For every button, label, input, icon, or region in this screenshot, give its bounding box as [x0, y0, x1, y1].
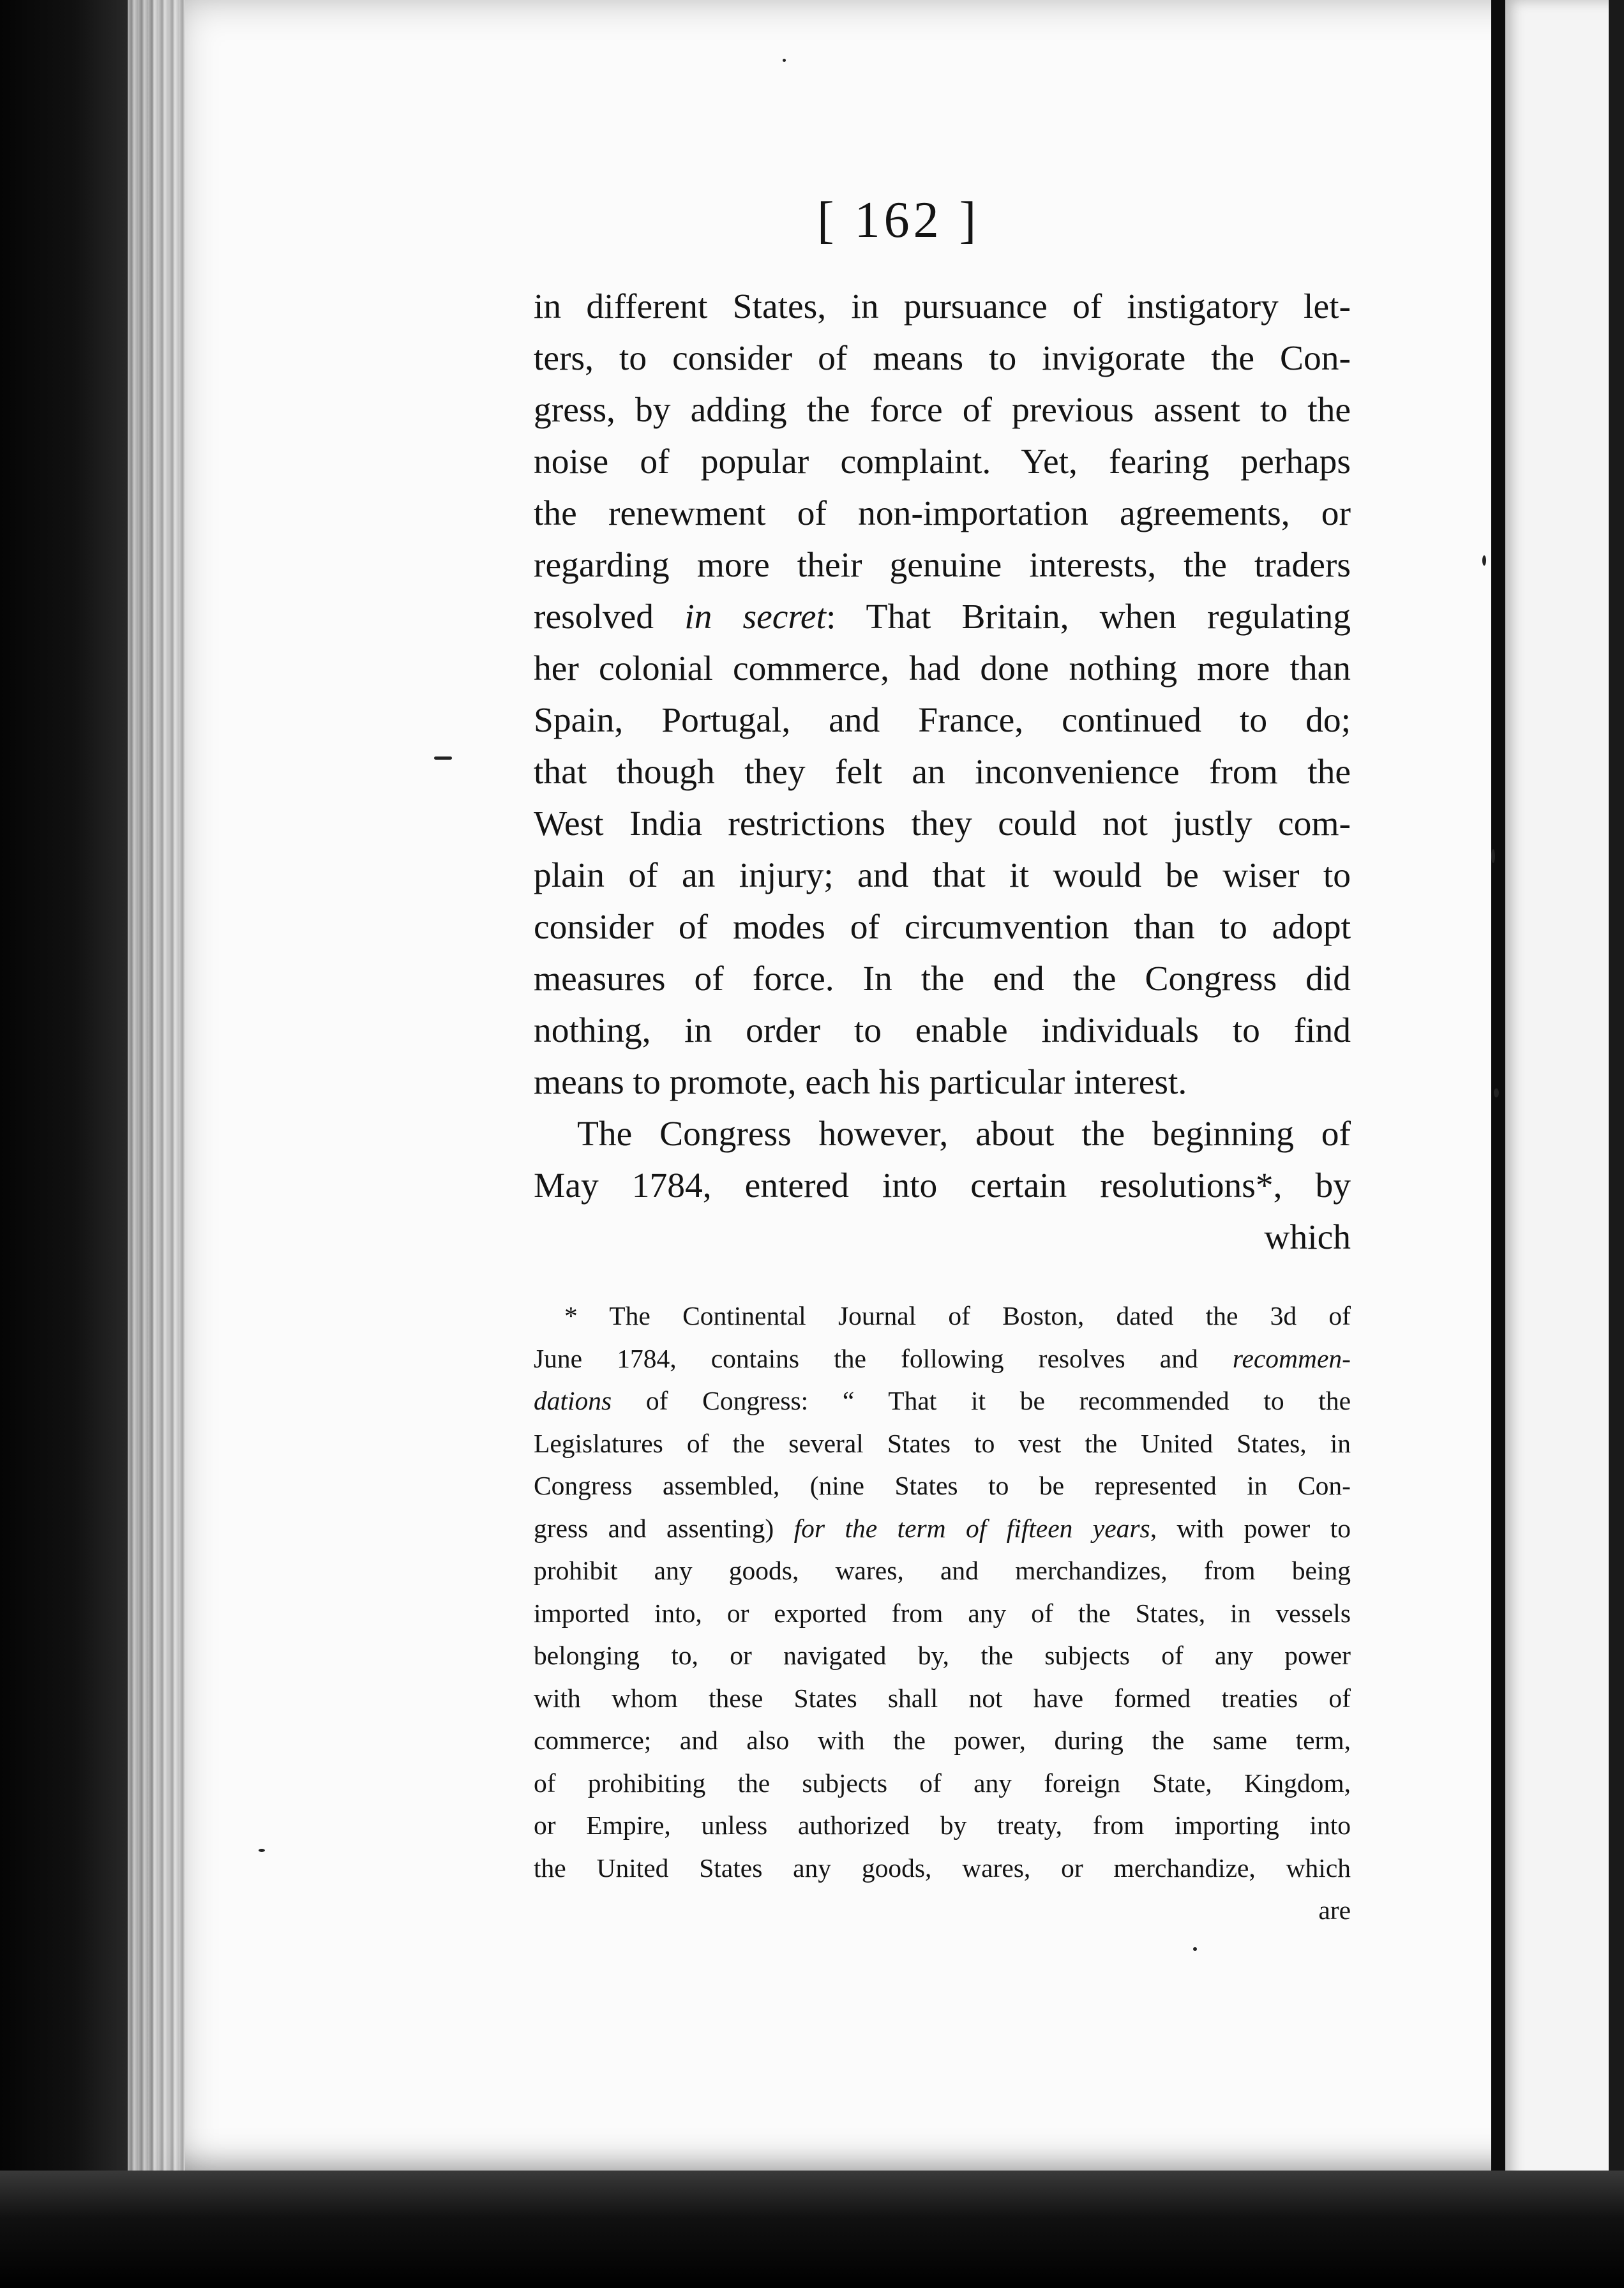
ink-speck — [1494, 1088, 1499, 1097]
body-line — [534, 591, 1351, 643]
footnote-line: prohibit any goods, wares, and merchandizes, from being — [534, 1556, 1351, 1585]
footnote-line: imported into, or exported from any of the States, in vessels — [534, 1598, 1351, 1628]
body-line: that though they felt an inconvenience from the — [534, 753, 1351, 792]
facing-page-strip — [1505, 0, 1624, 2190]
body-line: West India restrictions they could not justly com- — [534, 804, 1351, 843]
body-line: in different States, in pursuance of instigatory let- — [534, 287, 1351, 326]
body-line: Spain, Portugal, and France, continued to do; — [534, 701, 1351, 740]
footnote-line — [534, 1337, 1351, 1380]
ink-speck — [259, 1849, 265, 1852]
body-line: the renewment of non-importation agreements, or — [534, 494, 1351, 533]
body-line: plain of an injury; and that it would be wiser to — [534, 856, 1351, 895]
ink-speck — [1491, 849, 1495, 863]
footnote-text-run: gress and assenting) — [534, 1513, 794, 1543]
italic-phrase: recommen- — [1232, 1343, 1351, 1373]
ink-speck — [1193, 1947, 1197, 1951]
catchword: which — [1264, 1218, 1351, 1257]
page-divider-line — [1491, 0, 1505, 2196]
italic-phrase: for the term of fifteen years — [793, 1513, 1150, 1543]
catchword: are — [1318, 1895, 1351, 1925]
body-line: ters, to consider of means to invigorate the Con- — [534, 339, 1351, 378]
body-line: May 1784, entered into certain resolutions*, by — [534, 1166, 1351, 1205]
footnote-line: belonging to, or navigated by, the subjects of any power — [534, 1641, 1351, 1670]
body-text-run: : That Britain, when regulating — [825, 598, 1351, 636]
footnote-text-run: June 1784, contains the following resolves and — [534, 1343, 1233, 1373]
body-line: nothing, in order to enable individuals to find — [534, 1011, 1351, 1050]
bottom-shadow — [0, 2171, 1624, 2288]
footnote-text-run: , with power to — [1150, 1513, 1351, 1543]
footnote-line: or Empire, unless authorized by treaty, from importing into — [534, 1810, 1351, 1840]
body-line: The Congress however, about the beginning of — [577, 1115, 1351, 1154]
footnote-line: of prohibiting the subjects of any foreign State, Kingdom, — [534, 1768, 1351, 1798]
ink-speck — [783, 59, 786, 62]
footnote-line: Congress assembled, (nine States to be represented in Con- — [534, 1471, 1351, 1500]
footnote-text-run: of Congress: “ That it be recommended to the — [612, 1386, 1351, 1415]
body-line: noise of popular complaint. Yet, fearing perhaps — [534, 442, 1351, 481]
page-edges-left — [128, 0, 185, 2190]
italic-phrase: in secret — [684, 598, 826, 636]
ink-speck — [1482, 555, 1486, 566]
footnote-line: with whom these States shall not have formed treaties of — [534, 1683, 1351, 1713]
facing-page-edge — [1609, 0, 1624, 2190]
ink-speck — [434, 756, 452, 760]
footnote-line: Legislatures of the several States to vest the United States, in — [534, 1428, 1351, 1458]
body-line: means to promote, each his particular interest. — [534, 1063, 1187, 1102]
footnote-line: commerce; and also with the power, during the same term, — [534, 1726, 1351, 1755]
body-line: gress, by adding the force of previous assent to the — [534, 391, 1351, 430]
body-line: measures of force. In the end the Congress did — [534, 960, 1351, 998]
footnote — [534, 1295, 1351, 1932]
footnote-line — [534, 1380, 1351, 1422]
italic-phrase: dations — [534, 1386, 612, 1415]
footnote-line: * The Continental Journal of Boston, dated the 3d of — [564, 1301, 1351, 1330]
page-number-header: [ 162 ] — [817, 192, 981, 248]
footnote-line — [534, 1507, 1351, 1550]
body-line: regarding more their genuine interests, the traders — [534, 546, 1351, 585]
body-text — [534, 281, 1351, 1263]
body-line: her colonial commerce, had done nothing more than — [534, 649, 1351, 688]
footnote-line: the United States any goods, wares, or merchandize, which — [534, 1853, 1351, 1883]
body-line: consider of modes of circumvention than to adopt — [534, 908, 1351, 947]
body-text-run: resolved — [534, 598, 685, 636]
